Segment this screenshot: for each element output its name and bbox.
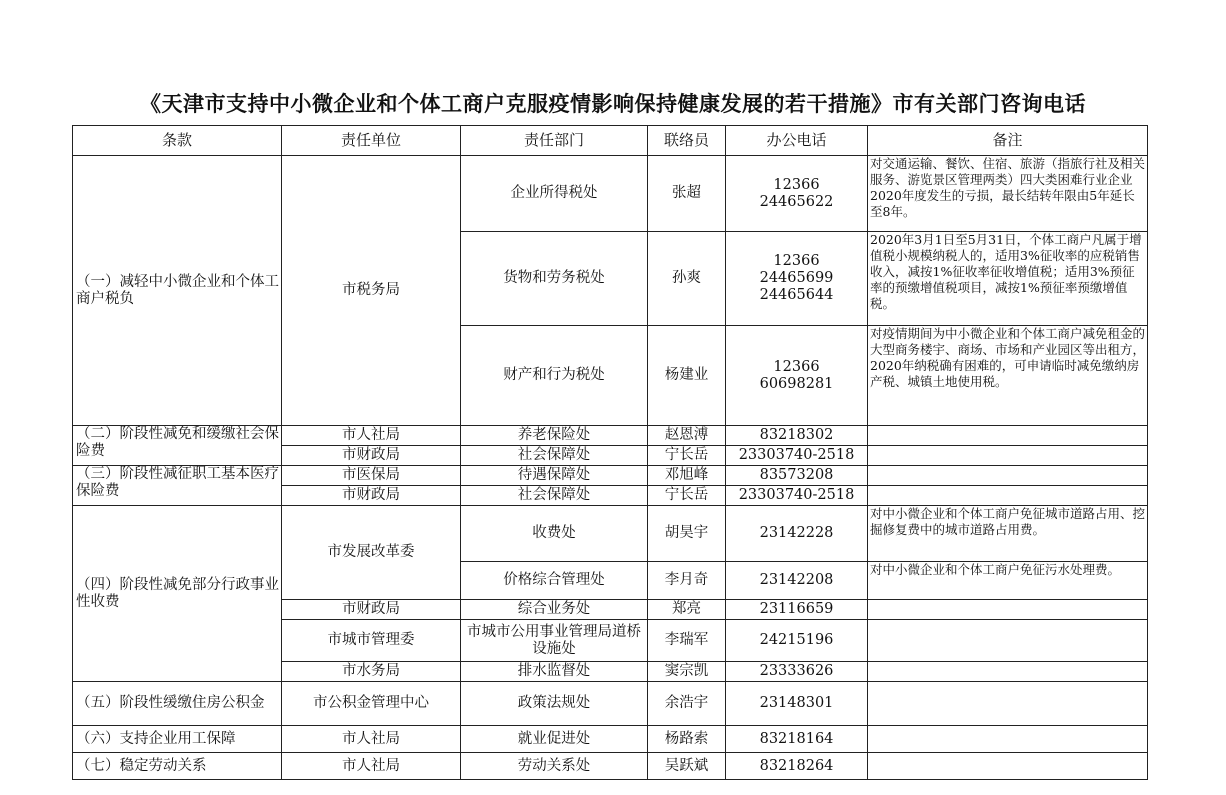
note-cell bbox=[868, 726, 1148, 753]
phone-cell: 23303740-2518 bbox=[726, 486, 868, 506]
phone-cell: 23303740-2518 bbox=[726, 446, 868, 466]
phone-cell: 83218164 bbox=[726, 726, 868, 753]
dept-cell: 就业促进处 bbox=[461, 726, 648, 753]
contact-cell: 张超 bbox=[648, 156, 726, 232]
note-cell bbox=[868, 426, 1148, 446]
contact-cell: 杨建业 bbox=[648, 326, 726, 426]
note-cell: 对中小微企业和个体工商户免征城市道路占用、挖掘修复费中的城市道路占用费。 bbox=[868, 506, 1148, 562]
header-cell: 办公电话 bbox=[726, 126, 868, 156]
note-cell bbox=[868, 600, 1148, 620]
phone-cell: 83218264 bbox=[726, 753, 868, 780]
header-cell: 联络员 bbox=[648, 126, 726, 156]
item-cell: （二）阶段性减免和缓缴社会保险费 bbox=[73, 426, 282, 466]
contact-cell: 郑亮 bbox=[648, 600, 726, 620]
contact-table bbox=[72, 125, 1148, 780]
table-row bbox=[73, 726, 1148, 753]
item-cell: （三）阶段性减征职工基本医疗保险费 bbox=[73, 466, 282, 506]
contact-cell: 杨路索 bbox=[648, 726, 726, 753]
note-cell: 2020年3月1日至5月31日，个体工商户凡属于增值税小规模纳税人的，适用3%征收率的应税销售收入，减按1%征收率征收增值税；适用3%预征率的预缴增值税项目，减按1%预征率预缴增值税。 bbox=[868, 232, 1148, 326]
dept-cell: 排水监督处 bbox=[461, 662, 648, 682]
contact-cell: 窦宗凯 bbox=[648, 662, 726, 682]
unit-cell: 市医保局 bbox=[282, 466, 461, 486]
unit-cell: 市财政局 bbox=[282, 486, 461, 506]
item-cell: （七）稳定劳动关系 bbox=[73, 753, 282, 780]
table-row bbox=[73, 156, 1148, 232]
unit-cell: 市财政局 bbox=[282, 446, 461, 466]
contact-cell: 宁长岳 bbox=[648, 486, 726, 506]
unit-cell: 市水务局 bbox=[282, 662, 461, 682]
note-cell: 对交通运输、餐饮、住宿、旅游（指旅行社及相关服务、游览景区管理两类）四大类困难行业企业2020年度发生的亏损，最长结转年限由5年延长至8年。 bbox=[868, 156, 1148, 232]
table-row bbox=[73, 753, 1148, 780]
header-cell: 责任部门 bbox=[461, 126, 648, 156]
contact-cell: 李瑞军 bbox=[648, 620, 726, 662]
phone-cell: 12366 60698281 bbox=[726, 326, 868, 426]
unit-cell: 市人社局 bbox=[282, 426, 461, 446]
note-cell bbox=[868, 682, 1148, 726]
phone-cell: 12366 24465622 bbox=[726, 156, 868, 232]
dept-cell: 劳动关系处 bbox=[461, 753, 648, 780]
contact-cell: 余浩宇 bbox=[648, 682, 726, 726]
phone-cell: 12366 24465699 24465644 bbox=[726, 232, 868, 326]
item-cell: （五）阶段性缓缴住房公积金 bbox=[73, 682, 282, 726]
unit-cell: 市财政局 bbox=[282, 600, 461, 620]
unit-cell: 市人社局 bbox=[282, 753, 461, 780]
contact-cell: 李月奇 bbox=[648, 562, 726, 600]
dept-cell: 收费处 bbox=[461, 506, 648, 562]
header-row bbox=[73, 126, 1148, 156]
contact-cell: 邓旭峰 bbox=[648, 466, 726, 486]
note-cell bbox=[868, 662, 1148, 682]
page-title: 《天津市支持中小微企业和个体工商户克服疫情影响保持健康发展的若干措施》市有关部门咨询电话 bbox=[140, 91, 1086, 116]
phone-cell: 83218302 bbox=[726, 426, 868, 446]
contact-cell: 胡昊宇 bbox=[648, 506, 726, 562]
phone-cell: 83573208 bbox=[726, 466, 868, 486]
phone-cell: 23148301 bbox=[726, 682, 868, 726]
dept-cell: 社会保障处 bbox=[461, 486, 648, 506]
note-cell bbox=[868, 753, 1148, 780]
header-cell: 条款 bbox=[73, 126, 282, 156]
note-cell bbox=[868, 486, 1148, 506]
item-cell: （六）支持企业用工保障 bbox=[73, 726, 282, 753]
dept-cell: 养老保险处 bbox=[461, 426, 648, 446]
phone-cell: 23142228 bbox=[726, 506, 868, 562]
dept-cell: 市城市公用事业管理局道桥设施处 bbox=[461, 620, 648, 662]
phone-cell: 24215196 bbox=[726, 620, 868, 662]
dept-cell: 企业所得税处 bbox=[461, 156, 648, 232]
dept-cell: 综合业务处 bbox=[461, 600, 648, 620]
table-row bbox=[73, 426, 1148, 446]
dept-cell: 待遇保障处 bbox=[461, 466, 648, 486]
note-cell: 对中小微企业和个体工商户免征污水处理费。 bbox=[868, 562, 1148, 600]
item-cell: （一）减轻中小微企业和个体工商户税负 bbox=[73, 156, 282, 426]
dept-cell: 社会保障处 bbox=[461, 446, 648, 466]
contact-cell: 孙爽 bbox=[648, 232, 726, 326]
note-cell: 对疫情期间为中小微企业和个体工商户减免租金的大型商务楼宇、商场、市场和产业园区等出租方，2020年纳税确有困难的，可申请临时减免缴纳房产税、城镇土地使用税。 bbox=[868, 326, 1148, 426]
header-cell: 备注 bbox=[868, 126, 1148, 156]
header-cell: 责任单位 bbox=[282, 126, 461, 156]
unit-cell: 市公积金管理中心 bbox=[282, 682, 461, 726]
dept-cell: 财产和行为税处 bbox=[461, 326, 648, 426]
dept-cell: 价格综合管理处 bbox=[461, 562, 648, 600]
unit-cell: 市人社局 bbox=[282, 726, 461, 753]
note-cell bbox=[868, 446, 1148, 466]
table-row bbox=[73, 682, 1148, 726]
table-row bbox=[73, 506, 1148, 562]
unit-cell: 市发展改革委 bbox=[282, 506, 461, 600]
item-cell: （四）阶段性减免部分行政事业性收费 bbox=[73, 506, 282, 682]
dept-cell: 货物和劳务税处 bbox=[461, 232, 648, 326]
table-row bbox=[73, 466, 1148, 486]
phone-cell: 23116659 bbox=[726, 600, 868, 620]
unit-cell: 市城市管理委 bbox=[282, 620, 461, 662]
dept-cell: 政策法规处 bbox=[461, 682, 648, 726]
note-cell bbox=[868, 466, 1148, 486]
contact-cell: 赵恩溥 bbox=[648, 426, 726, 446]
phone-cell: 23333626 bbox=[726, 662, 868, 682]
contact-cell: 宁长岳 bbox=[648, 446, 726, 466]
note-cell bbox=[868, 620, 1148, 662]
contact-cell: 吴跃斌 bbox=[648, 753, 726, 780]
unit-cell: 市税务局 bbox=[282, 156, 461, 426]
phone-cell: 23142208 bbox=[726, 562, 868, 600]
